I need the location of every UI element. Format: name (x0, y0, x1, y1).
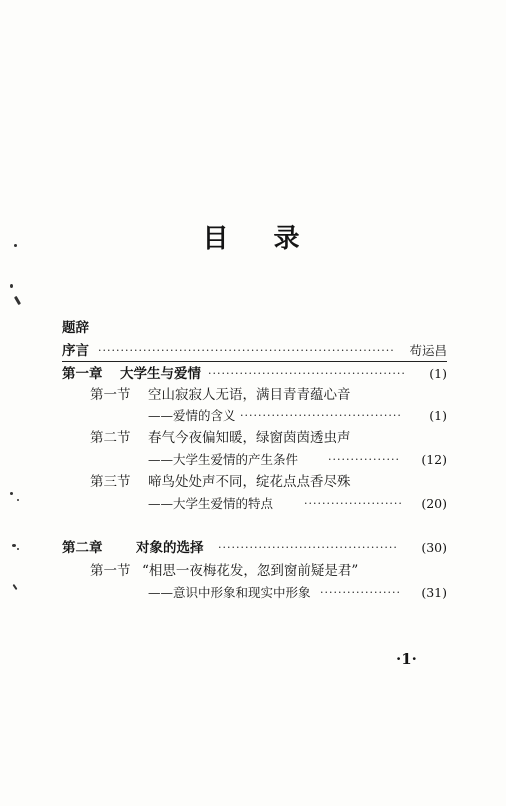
toc-section-subtitle: ——爱情的含义 (148, 408, 236, 423)
toc-entry-section (90, 428, 447, 448)
toc-entry-chapter-2 (62, 538, 447, 558)
page-number-folio: ·1· (396, 650, 417, 668)
scan-speck (17, 548, 19, 550)
toc-section-title: “相思一夜梅花发，忽到窗前疑是君” (142, 563, 359, 579)
toc-section-label: 第一节 (90, 387, 131, 403)
toc-entry-chapter-1 (62, 364, 447, 384)
toc-section-title: 空山寂寂人无语，满目青青蕴心音 (148, 387, 351, 403)
scan-speck (14, 244, 17, 247)
toc-chapter-label: 第一章 (62, 366, 103, 382)
toc-section-subtitle: ——意识中形象和现实中形象 (148, 585, 311, 600)
toc-section-title: 春气今夜偏知暖，绿窗茵茵透虫声 (148, 430, 351, 446)
toc-entry-section (90, 385, 447, 405)
toc-author: 苟运昌 (409, 343, 447, 358)
toc-section-label: 第二节 (90, 430, 131, 446)
dot-leader: ········································ (218, 541, 398, 554)
toc-section-subtitle: ——大学生爱情的产生条件 (148, 452, 299, 467)
toc-entry-subtitle (148, 494, 447, 514)
toc-page-number: (1) (429, 408, 447, 423)
toc-entry-section (90, 472, 447, 492)
dot-leader: ·················· (320, 586, 401, 599)
toc-entry-tici (62, 318, 422, 338)
toc-entry-section (90, 561, 447, 581)
toc-page-number: (12) (421, 452, 447, 467)
toc-chapter-label: 第二章 (62, 540, 103, 556)
toc-label: 题辞 (62, 320, 89, 336)
dot-leader: ······················ (304, 497, 403, 510)
toc-label: 序言 (62, 343, 89, 359)
scan-speck (10, 284, 13, 288)
toc-page-number: (30) (421, 540, 447, 555)
toc-entry-subtitle (148, 583, 447, 603)
dot-leader: ················ (328, 453, 400, 466)
page-title: 目 录 (202, 224, 318, 254)
toc-entry-preface (62, 341, 447, 361)
toc-page-number: (1) (429, 366, 447, 381)
toc-entry-subtitle (148, 406, 447, 426)
divider-rule (62, 361, 447, 362)
toc-chapter-title: 对象的选择 (136, 540, 204, 556)
scan-speck (12, 544, 16, 547)
toc-section-subtitle: ——大学生爱情的特点 (148, 496, 274, 511)
toc-chapter-title: 大学生与爱情 (120, 366, 201, 382)
toc-entry-subtitle (148, 450, 447, 470)
toc-section-title: 啼鸟处处声不同，绽花点点香尽殊 (148, 474, 351, 490)
dot-leader: ·································································· (98, 344, 395, 357)
scan-speck (17, 499, 19, 501)
dot-leader: ············································ (208, 367, 406, 380)
toc-section-label: 第一节 (90, 563, 131, 579)
scan-speck (10, 492, 13, 495)
dot-leader: ···································· (240, 409, 402, 422)
toc-page-number: (31) (421, 585, 447, 600)
toc-section-label: 第三节 (90, 474, 131, 490)
toc-page-number: (20) (421, 496, 447, 511)
